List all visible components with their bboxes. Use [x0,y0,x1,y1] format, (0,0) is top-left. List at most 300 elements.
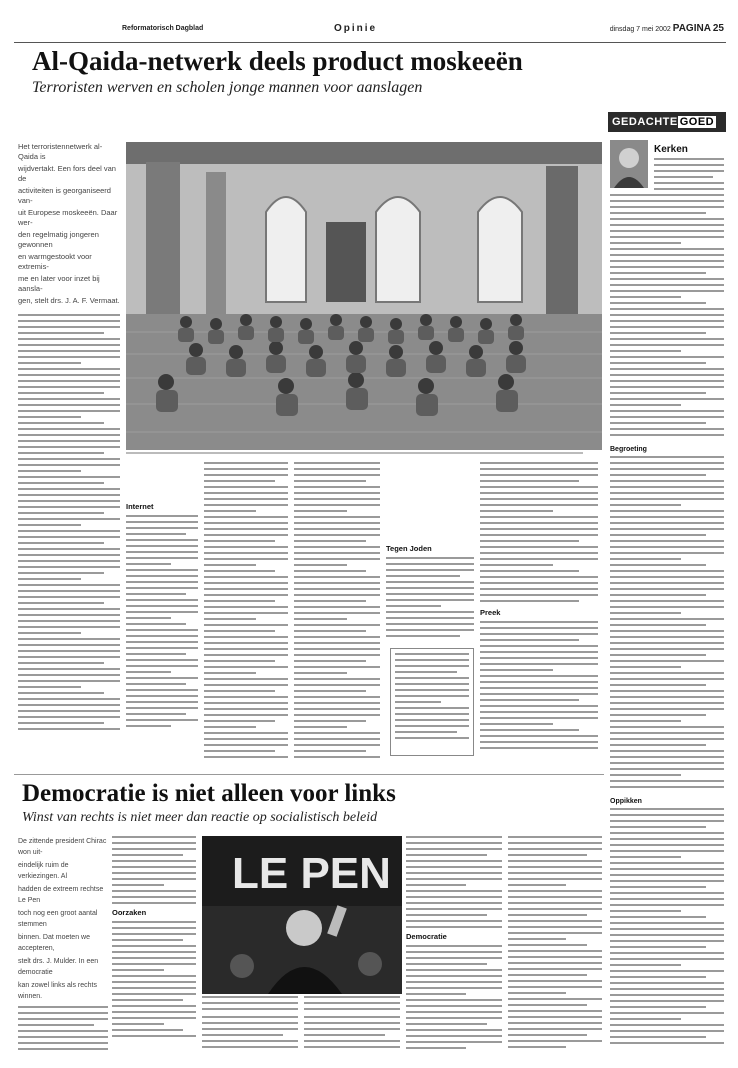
text-line [294,498,380,500]
text-line [480,669,553,671]
le-pen-photo [202,836,402,994]
text-line [480,570,579,572]
text-line [610,302,706,304]
text-line [294,690,366,692]
text-line [610,780,724,782]
text-line [610,278,724,280]
text-line [18,710,120,712]
text-line [610,1006,706,1008]
text-line [112,939,183,941]
text-line [480,717,598,719]
text-line [480,657,598,659]
text-line [294,582,380,584]
text-line [18,392,104,394]
text-line [18,1024,94,1026]
text-line [386,599,474,601]
body-text [294,462,380,758]
text-line [610,326,724,328]
text-line [18,416,81,418]
text-line [386,587,474,589]
text-line [204,738,288,740]
text-line [610,928,724,930]
text-line [480,639,579,641]
text-line [126,515,198,517]
text-line [610,504,681,506]
text-line [406,902,502,904]
text-line [304,1008,400,1010]
text-line [18,314,120,316]
text-line [18,716,120,718]
text-line [610,242,681,244]
poster-text: LE PEN [232,849,391,898]
text-line [610,356,724,358]
text-line [480,492,598,494]
text-line [610,254,724,256]
text-line [508,878,602,880]
text-line [202,1028,298,1030]
text-line [610,272,706,274]
text-line [508,884,566,886]
text-line [610,618,724,620]
text-line [480,510,553,512]
text-line [480,486,598,488]
text-line [395,701,441,703]
text-line [112,890,196,892]
text-line [202,1002,298,1004]
text-line [18,668,120,670]
text-line [406,920,502,922]
text-line [480,528,598,530]
text-line [508,908,602,910]
text-line [610,474,706,476]
text-line [18,476,120,478]
text-line [610,726,724,728]
text-line [610,988,724,990]
text-line [480,480,579,482]
text-line [395,659,469,661]
text-line [18,524,81,526]
text-line [610,654,706,656]
text-line [406,890,502,892]
text-line [508,1046,566,1048]
text-line [480,633,598,635]
text-line [406,981,502,983]
text-line [18,326,120,328]
subhead-oorzaken: Oorzaken [112,908,147,917]
text-line [18,596,120,598]
text-line [395,725,469,727]
article2-col-4 [304,1016,400,1054]
text-line [610,702,724,704]
text-line [204,528,288,530]
text-line [610,916,706,918]
text-line [294,714,380,716]
text-line [395,689,469,691]
text-line [18,506,120,508]
text-line [204,498,288,500]
body-text [654,158,724,190]
text-line [126,569,198,571]
text-line [480,474,598,476]
text-line [204,492,288,494]
text-line [204,582,288,584]
text-line [406,999,502,1001]
text-line [610,350,681,352]
text-line [18,602,104,604]
text-line [610,910,681,912]
text-line [610,738,724,740]
text-line [204,726,256,728]
text-line [126,707,198,709]
masthead [14,16,726,44]
text-line [112,1029,183,1031]
text-line [112,836,196,838]
body-text [610,808,724,1044]
text-line [508,980,602,982]
text-line [294,702,380,704]
body-text [304,1016,400,1048]
text-line [610,814,724,816]
text-line [406,963,487,965]
text-line [204,678,288,680]
text-line [18,380,120,382]
text-line [610,690,724,692]
text-line [406,848,502,850]
text-line [610,582,724,584]
text-line [610,624,706,626]
article2-col-6 [508,836,602,1054]
text-line [610,642,724,644]
text-line [126,557,198,559]
text-line [126,689,198,691]
article2-col-1 [18,836,108,1054]
text-line [126,611,198,613]
text-line [406,926,502,928]
text-line [126,575,198,577]
text-line [508,848,602,850]
text-line [406,1017,502,1019]
text-line [508,938,566,940]
text-line [610,320,724,322]
text-line [204,732,288,734]
text-line [508,1010,602,1012]
text-line [294,732,380,734]
text-line [610,380,724,382]
text-line [610,964,681,966]
text-line [126,623,186,625]
sidebar-title: Kerken [654,144,688,155]
text-line [126,719,198,721]
text-line [610,826,706,828]
text-line [18,722,104,724]
text-line [406,1047,466,1049]
text-line [204,654,288,656]
text-line [294,666,380,668]
text-line [126,695,198,697]
text-line [18,434,120,436]
text-line [508,1022,602,1024]
text-line [18,608,120,610]
text-line [112,896,196,898]
article1-col-2 [126,462,198,770]
text-line [18,674,120,676]
text-line [610,898,724,900]
text-line [204,594,288,596]
text-line [18,494,120,496]
text-line [112,963,196,965]
text-line [406,872,502,874]
text-line [18,470,81,472]
article2-col-5 [406,836,502,1054]
text-line [406,896,502,898]
text-line [294,708,380,710]
text-line [508,914,587,916]
text-line [126,551,198,553]
article1-intro: Het terroristennetwerk al-Qaida is wijdvertakt. Een fors deel van de activiteiten is georganiseerd van- uit Europese moskeeën. Daar wer- den regelmatig jongeren gewonnen en warmgestookt voor extremis- me en later voor inzet bij aansla- gen, stelt drs. J. A. F. Vermaat. [18,142,120,305]
text-line [480,705,598,707]
text-line [406,860,502,862]
text-line [508,992,566,994]
text-line [406,854,487,856]
text-line [18,428,120,430]
text-line [610,410,724,412]
text-line [610,994,724,996]
text-line [18,1036,108,1038]
text-line [126,713,186,715]
text-line [610,970,724,972]
text-line [18,488,120,490]
text-line [406,1023,487,1025]
text-line [386,563,474,565]
article1-col-1 [18,142,120,772]
text-line [304,1016,400,1018]
text-line [610,904,724,906]
text-line [18,1030,108,1032]
text-line [18,404,120,406]
text-line [406,836,502,838]
text-line [610,492,724,494]
text-line [386,611,474,613]
text-line [610,368,724,370]
article1-col-5 [386,462,474,642]
text-line [508,902,602,904]
text-line [204,516,288,518]
text-line [406,914,487,916]
text-line [112,975,196,977]
text-line [508,956,602,958]
quote-text [395,653,469,739]
text-line [112,1011,196,1013]
text-line [294,618,347,620]
text-line [294,600,366,602]
text-line [294,468,380,470]
text-line [18,686,81,688]
text-line [204,546,288,548]
text-line [294,504,380,506]
text-line [610,564,706,566]
text-line [480,594,598,596]
text-line [480,516,598,518]
text-line [610,236,724,238]
text-line [112,987,196,989]
text-line [508,950,602,952]
le-pen-photo-svg [202,836,402,994]
text-line [610,684,706,686]
article2-col-3 [202,1016,298,1054]
text-line [480,498,598,500]
text-line [610,666,681,668]
sidebar-body-1 [610,194,724,444]
text-line [294,534,380,536]
text-line [126,683,186,685]
text-line [112,999,183,1001]
text-line [294,624,380,626]
text-line [294,576,380,578]
text-line [406,975,502,977]
text-line [204,474,288,476]
text-line [204,660,275,662]
text-line [610,374,724,376]
text-line [480,534,598,536]
text-line [610,820,724,822]
text-line [610,570,724,572]
text-line [480,582,598,584]
text-line [204,558,288,560]
text-line [480,588,598,590]
text-line [610,1030,724,1032]
text-line [304,996,400,998]
subhead-democratie: Democratie [406,932,447,941]
text-line [480,681,598,683]
text-line [202,1040,298,1042]
text-line [508,998,602,1000]
text-line [610,486,724,488]
text-line [508,836,602,838]
text-line [610,868,724,870]
text-line [202,1034,283,1036]
text-line [112,945,196,947]
text-line [126,605,198,607]
text-line [294,612,380,614]
text-line [480,723,553,725]
text-line [18,656,120,658]
sidebar-subhead-begroeting: Begroeting [610,446,647,453]
article1-col-3 [204,462,288,770]
text-line [406,1041,502,1043]
text-line [610,1018,681,1020]
text-line [610,468,724,470]
text-line [112,933,196,935]
page-date: dinsdag 7 mei 2002 [609,26,671,33]
text-line [294,684,380,686]
text-line [18,1048,108,1050]
text-line [406,908,502,910]
text-line [395,737,469,739]
text-line [204,510,256,512]
article2-intro: De zittende president Chirac won uit- eindelijk ruim de verkiezingen. Al hadden de extreem rechtse Le Pen toch nog een groot aantal stemmen binnen. Dat moeten we accepteren, stelt drs. J. Mulder. In een democratie kan zowel links als rechts winnen. [18,838,107,1000]
text-line [18,536,120,538]
text-line [304,1022,400,1024]
text-line [610,456,724,458]
text-line [18,1018,108,1020]
text-line [480,651,598,653]
text-line [610,338,724,340]
text-line [18,614,120,616]
text-line [204,744,288,746]
text-line [204,600,275,602]
text-line [204,684,288,686]
text-line [202,1016,298,1018]
text-line [18,530,120,532]
text-line [508,896,602,898]
text-line [204,702,288,704]
text-line [126,581,198,583]
sidebar-logo: GEDACHTE GOED [608,112,726,132]
mosque-photo-svg [126,142,602,450]
sidebar-body-2 [610,456,724,796]
text-line [610,744,706,746]
body-text [480,462,598,602]
text-line [610,480,724,482]
text-line [386,575,460,577]
text-line [294,570,366,572]
text-line [406,945,502,947]
text-line [204,540,275,542]
text-line [480,687,598,689]
text-line [112,884,164,886]
text-line [202,1046,298,1048]
text-line [610,934,724,936]
text-line [480,699,579,701]
text-line [610,392,706,394]
text-line [18,464,120,466]
author-portrait [610,140,648,188]
text-line [610,260,724,262]
text-line [386,623,474,625]
text-line [304,1040,400,1042]
text-line [610,606,724,608]
text-line [654,176,713,178]
page-number: 25 [712,23,724,34]
text-line [204,714,288,716]
body-text [202,1016,298,1048]
text-line [112,951,196,953]
text-line [18,560,120,562]
body-text [112,836,196,904]
text-line [610,1036,706,1038]
text-line [610,672,724,674]
text-line [18,704,120,706]
text-line [126,665,198,667]
text-line [610,522,724,524]
text-line [386,635,460,637]
text-line [610,922,724,924]
text-line [610,498,724,500]
text-line [480,663,598,665]
text-line [204,690,275,692]
text-line [610,958,724,960]
text-line [18,386,120,388]
text-line [112,1017,196,1019]
text-line [202,1022,298,1024]
text-line [610,230,724,232]
text-line [610,774,681,776]
text-line [395,695,469,697]
text-line [204,522,288,524]
text-line [204,486,288,488]
text-line [112,957,196,959]
text-line [304,1034,385,1036]
